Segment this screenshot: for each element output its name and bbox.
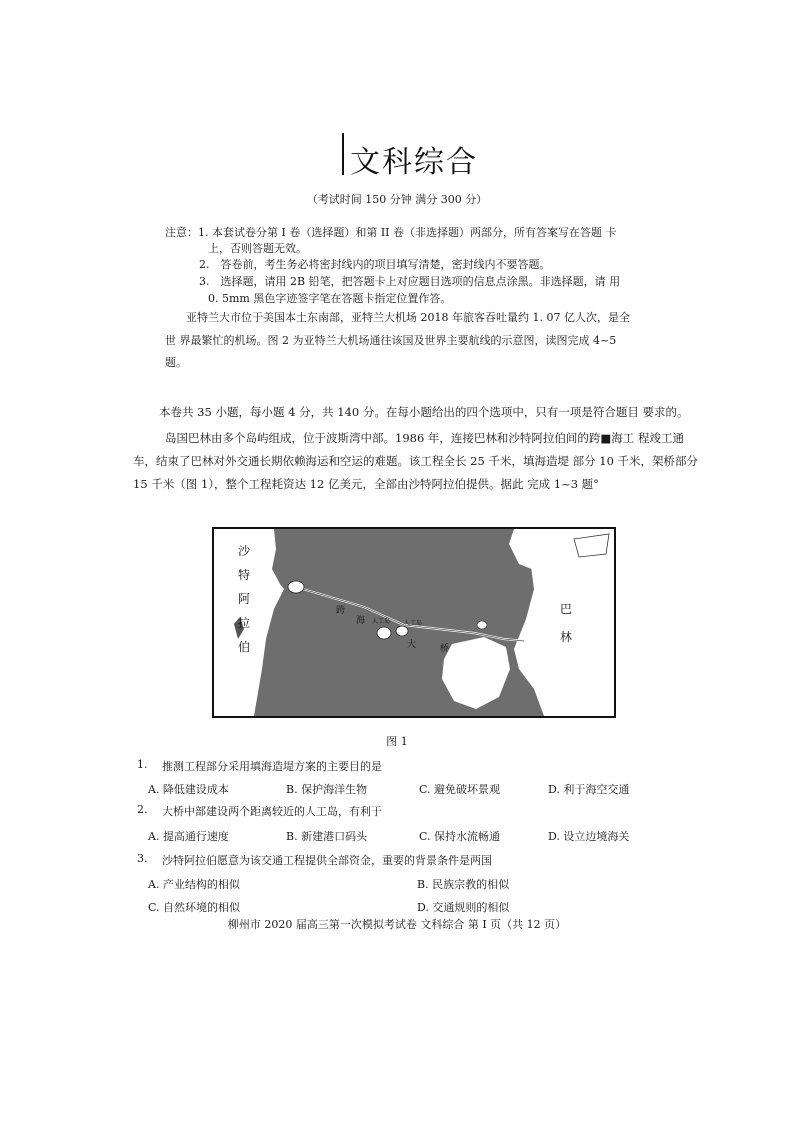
q2-option-c[interactable]: C. 保持水流畅通 bbox=[419, 830, 501, 843]
q2-number: 2. bbox=[137, 803, 148, 816]
q2-option-b[interactable]: B. 新建港口码头 bbox=[286, 830, 368, 843]
q3-option-d[interactable]: D. 交通规则的相似 bbox=[417, 901, 510, 914]
label-saudi-3: 阿 bbox=[237, 592, 251, 606]
label-saudi-5: 伯 bbox=[237, 640, 251, 654]
saudi-causeway-end bbox=[288, 581, 304, 593]
label-saudi-1: 沙 bbox=[237, 544, 251, 558]
label-bridge-1: 跨 bbox=[336, 606, 346, 616]
q1-option-b[interactable]: B. 保护海洋生物 bbox=[286, 783, 368, 796]
page-footer: 柳州市 2020 届高三第一次模拟考试卷 文科综合 第 I 页（共 12 页） bbox=[227, 918, 567, 931]
note-line-2: 2. 答卷前，考生务必将密封线内的项目填写清楚，密封线内不要答题。 bbox=[199, 258, 551, 271]
bahrain-causeway-map bbox=[214, 529, 614, 716]
label-bridge-3: 大 bbox=[407, 640, 417, 650]
label-bridge-2: 海 bbox=[356, 616, 366, 626]
q3-stem: 沙特阿拉伯愿意为该交通工程提供全部资金，重要的背景条件是两国 bbox=[162, 854, 492, 867]
q2-stem: 大桥中部建设两个距离较近的人工岛，有利于 bbox=[162, 805, 382, 818]
q2-option-d[interactable]: D. 设立边境海关 bbox=[548, 830, 630, 843]
q3-option-a[interactable]: A. 产业结构的相似 bbox=[148, 878, 240, 891]
artificial-island-2 bbox=[396, 626, 408, 636]
map-figure bbox=[212, 527, 616, 718]
q1-stem: 推测工程部分采用填海造堤方案的主要目的是 bbox=[162, 760, 382, 773]
note-line-3: 3. 选择题，请用 2B 铅笔，把答题卡上对应题目选项的信息点涂黑。非选择题，请 用 bbox=[199, 275, 621, 288]
label-saudi-2: 特 bbox=[237, 568, 251, 582]
label-artificial-island-1: 人工岛 bbox=[372, 618, 391, 625]
label-bridge-4: 桥 bbox=[440, 644, 450, 654]
intro-line-2: 世 界最繁忙的机场。图 2 为亚特兰大机场通往该国及世界主要航线的示意图，读图完成 4~5 bbox=[165, 334, 617, 347]
note-line-1b: 上，否则答题无效。 bbox=[208, 242, 307, 255]
passage-line-2: 车，结束了巴林对外交通长期依赖海运和空运的难题。该工程全长 25 千米，填海造堤 部分 10 千米，架桥部分 bbox=[133, 454, 699, 468]
note-line-1: 注意：1. 本套试卷分第 I 卷（选择题）和第 II 卷（非选择题）两部分，所有答案写在答题 卡 bbox=[165, 226, 617, 239]
passage-line-3: 15 千米（图 1），整个工程耗资达 12 亿美元，全部由沙特阿拉伯提供。据此 完成 1~3 题° bbox=[133, 477, 599, 491]
q3-option-c[interactable]: C. 自然环境的相似 bbox=[148, 901, 241, 914]
q1-number: 1. bbox=[137, 758, 148, 771]
figure-caption: 图 1 bbox=[386, 735, 408, 748]
intro-line-1: 亚特兰大市位于美国本土东南部，亚特兰大机场 2018 年旅客吞吐量约 1. 07 亿人次，是全 bbox=[186, 311, 630, 324]
q2-option-a[interactable]: A. 提高通行速度 bbox=[148, 830, 229, 843]
q1-option-c[interactable]: C. 避免破坏景观 bbox=[419, 783, 501, 796]
intro-line-3: 题。 bbox=[165, 356, 187, 369]
q1-option-a[interactable]: A. 降低建设成本 bbox=[148, 783, 229, 796]
label-bahrain-2: 林 bbox=[559, 630, 573, 644]
exam-time-note: （考试时间 150 分钟 满分 300 分） bbox=[306, 193, 488, 206]
q3-option-b[interactable]: B. 民族宗教的相似 bbox=[417, 878, 510, 891]
label-artificial-island-2: 人工岛 bbox=[404, 620, 423, 627]
section-instructions: 本卷共 35 小题，每小题 4 分，共 140 分。在每小题给出的四个选项中，只有一项是符合题目 要求的。 bbox=[159, 405, 689, 419]
artificial-island-1 bbox=[377, 627, 391, 639]
title-bar-decoration bbox=[342, 133, 344, 175]
passage-line-1: 岛国巴林由多个岛屿组成，位于波斯湾中部。1986 年，连接巴林和沙特阿拉伯间的跨■海工 程竣工通 bbox=[165, 431, 684, 445]
label-bahrain-1: 巴 bbox=[559, 602, 573, 616]
q1-option-d[interactable]: D. 利于海空交通 bbox=[548, 783, 630, 796]
page-title: 文科综合 bbox=[350, 145, 478, 180]
note-line-3b: 0. 5mm 黑色字迹签字笔在答题卡指定位置作答。 bbox=[208, 292, 452, 305]
q3-number: 3. bbox=[137, 852, 148, 865]
islet-marker bbox=[477, 621, 487, 629]
label-saudi-4: 拉 bbox=[237, 616, 251, 630]
